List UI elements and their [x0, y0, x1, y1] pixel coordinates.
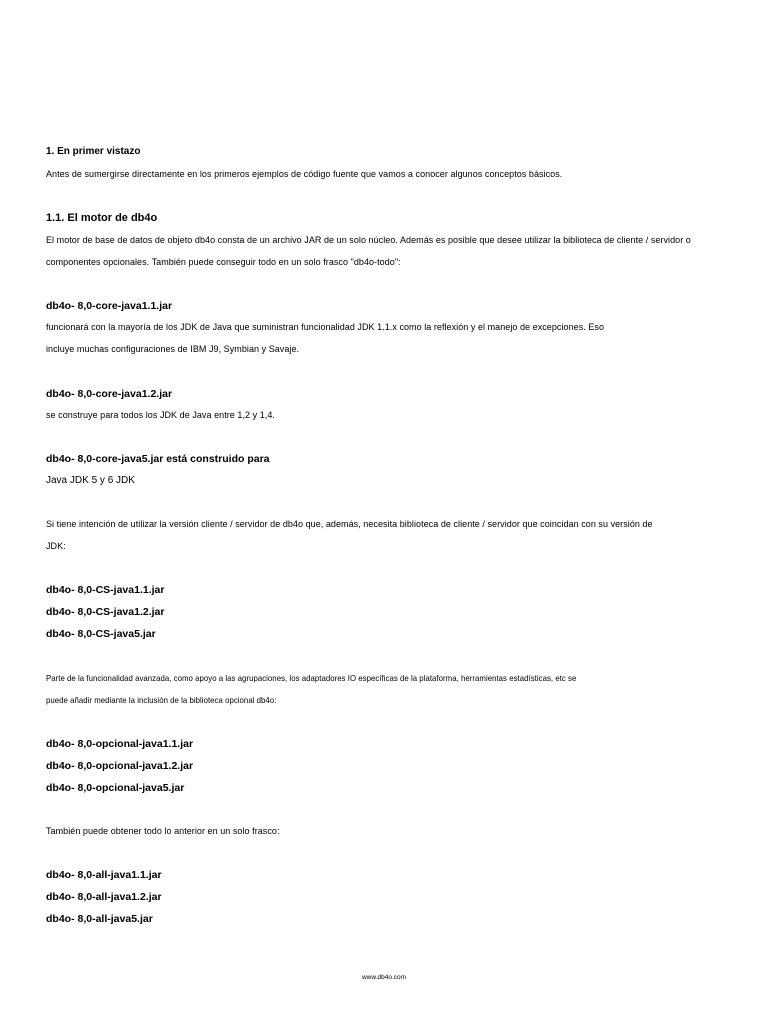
section-1-intro: Antes de sumergirse directamente en los primeros ejemplos de código fuente que vamos a conocer algunos conceptos básicos.	[46, 169, 563, 179]
engine-paragraph-line-2: componentes opcionales. También puede conseguir todo en un solo frasco "db4o-todo":	[46, 257, 401, 267]
all-intro: También puede obtener todo lo anterior en un solo frasco:	[46, 826, 280, 836]
cs-jar-java11: db4o- 8,0-CS-java1.1.jar	[46, 584, 165, 596]
core-java5-desc: Java JDK 5 y 6 JDK	[46, 475, 135, 486]
all-jar-java5: db4o- 8,0-all-java5.jar	[46, 913, 153, 925]
core-java5-jar-name: db4o- 8,0-core-java5.jar está construido para	[46, 453, 270, 465]
cs-intro-line-2: JDK:	[46, 541, 66, 551]
core-java11-jar-name: db4o- 8,0-core-java1.1.jar	[46, 300, 173, 312]
section-heading-1: 1. En primer vistazo	[46, 146, 141, 157]
optional-jar-java12: db4o- 8,0-opcional-java1.2.jar	[46, 760, 194, 772]
page-footer-url: www.db4o.com	[361, 974, 407, 981]
optional-jar-java5: db4o- 8,0-opcional-java5.jar	[46, 782, 185, 794]
optional-intro-line-2: puede añadir mediante la inclusión de la biblioteca opcional db4o:	[46, 695, 277, 705]
engine-paragraph-line-1: El motor de base de datos de objeto db4o consta de un archivo JAR de un solo núcleo. Además es posible que desee utilizar la biblioteca de cliente / servidor o	[46, 235, 691, 245]
optional-intro-line-1: Parte de la funcionalidad avanzada, como apoyo a las agrupaciones, los adaptadores IO específicas de la plataforma, herramientas estadísticas, etc se	[46, 673, 577, 683]
core-java11-desc-line-2: incluye muchas configuraciones de IBM J9, Symbian y Savaje.	[46, 344, 300, 354]
core-java12-jar-name: db4o- 8,0-core-java1.2.jar	[46, 388, 173, 400]
cs-jar-java12: db4o- 8,0-CS-java1.2.jar	[46, 606, 165, 618]
core-java12-desc: se construye para todos los JDK de Java entre 1,2 y 1,4.	[46, 410, 275, 420]
all-jar-java11: db4o- 8,0-all-java1.1.jar	[46, 869, 162, 881]
all-jar-java12: db4o- 8,0-all-java1.2.jar	[46, 891, 162, 903]
cs-intro-line-1: Si tiene intención de utilizar la versión cliente / servidor de db4o que, además, necesita biblioteca de cliente / servidor que coincidan con su versión de	[46, 519, 653, 529]
core-java11-desc-line-1: funcionará con la mayoría de los JDK de Java que suministran funcionalidad JDK 1.1.x como la reflexión y el manejo de excepciones. Eso	[46, 322, 604, 332]
section-heading-1-1: 1.1. El motor de db4o	[46, 212, 158, 224]
optional-jar-java11: db4o- 8,0-opcional-java1.1.jar	[46, 738, 194, 750]
cs-jar-java5: db4o- 8,0-CS-java5.jar	[46, 628, 156, 640]
